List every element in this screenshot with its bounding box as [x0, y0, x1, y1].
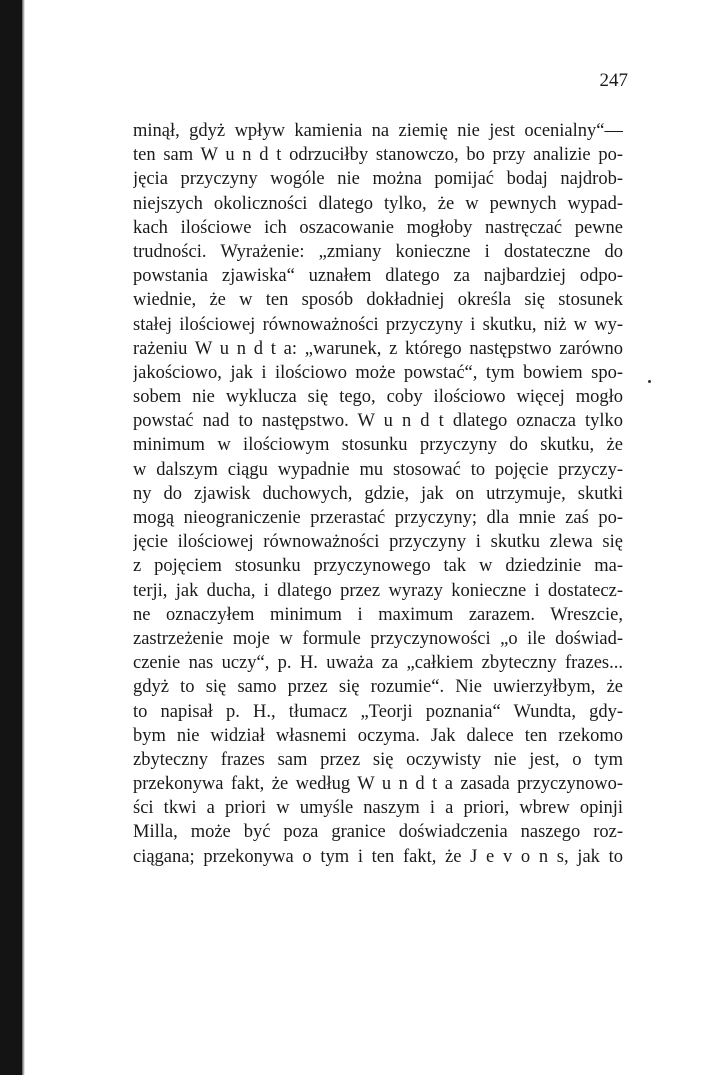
text-line: stałej ilościowej równoważności przyczyny i skutku, niż w wy-: [133, 314, 623, 335]
text-line: gdyż to się samo przez się rozumie“. Nie uwierzyłbym, że: [133, 677, 623, 698]
text-line: to napisał p. H., tłumacz „Teorji poznania“ Wundta, gdy-: [133, 701, 623, 722]
text-line: ny do zjawisk duchowych, gdzie, jak on utrzymuje, skutki: [133, 483, 623, 504]
text-line: sobem nie wyklucza się tego, coby ilościowo więcej mogło: [133, 387, 623, 408]
text-line: w dalszym ciągu wypadnie mu stosować to pojęcie przyczy-: [133, 459, 623, 480]
paper-speck: [648, 380, 651, 383]
text-line: powstania zjawiska“ uznałem dlatego za najbardziej odpo-: [133, 266, 623, 287]
text-line: czenie nas uczy“, p. H. uważa za „całkiem zbyteczny frazes...: [133, 653, 623, 674]
text-line: ciągana; przekonywa o tym i ten fakt, że J e v o n s, jak to: [133, 846, 623, 867]
text-line: jęcia przyczyny wogóle nie można pomijać bodaj najdrob-: [133, 169, 623, 190]
text-line: jęcie ilościowej równoważności przyczyny i skutku zlewa się: [133, 532, 623, 553]
text-line: mogą nieograniczenie przerastać przyczyny; dla mnie zaś po-: [133, 508, 623, 528]
text-line: jakościowo, jak i ilościowo może powstać“, tym bowiem spo-: [133, 362, 623, 383]
text-line: niejszych okoliczności dlatego tylko, że w pewnych wypad-: [133, 193, 623, 214]
text-line: minął, gdyż wpływ kamienia na ziemię nie jest ocenialny“—: [133, 121, 623, 141]
text-line: trudności. Wyrażenie: „zmiany konieczne i dostateczne do: [133, 241, 623, 262]
text-line: terji, jak ducha, i dlatego przez wyrazy konieczne i dostatecz-: [133, 580, 623, 601]
text-line: ści tkwi a priori w umyśle naszym i a priori, wbrew opinji: [133, 798, 623, 819]
text-line: powstać nad to następstwo. W u n d t dlatego oznacza tylko: [133, 411, 623, 432]
body-text: [133, 119, 623, 869]
text-line: ten sam W u n d t odrzuciłby stanowczo, bo przy analizie po-: [133, 145, 623, 166]
text-line: z pojęciem stosunku przyczynowego tak w dziedzinie ma-: [133, 556, 623, 577]
text-line: Milla, może być poza granice doświadczenia naszego roz-: [133, 822, 623, 843]
text-line: rażeniu W u n d t a: „warunek, z którego następstwo zarówno: [133, 338, 623, 359]
text-line: bym nie widział własnemi oczyma. Jak dalece ten rzekomo: [133, 725, 623, 746]
text-line: ne oznaczyłem minimum i maximum zarazem. Wreszcie,: [133, 604, 623, 625]
text-line: przekonywa fakt, że według W u n d t a zasada przyczynowo-: [133, 774, 623, 795]
spine-edge-gradient: [22, 0, 25, 1075]
text-line: wiednie, że w ten sposób dokładniej określa się stosunek: [133, 290, 623, 311]
text-line: kach ilościowe ich oszacowanie mogłoby nastręczać pewne: [133, 217, 623, 238]
text-line: zbyteczny frazes sam przez się oczywisty nie jest, o tym: [133, 749, 623, 770]
book-spine-shadow: [0, 0, 22, 1075]
text-line: minimum w ilościowym stosunku przyczyny do skutku, że: [133, 435, 623, 456]
page-number: 247: [599, 70, 628, 91]
text-line: zastrzeżenie moje w formule przyczynowości „o ile doświad-: [133, 628, 623, 649]
